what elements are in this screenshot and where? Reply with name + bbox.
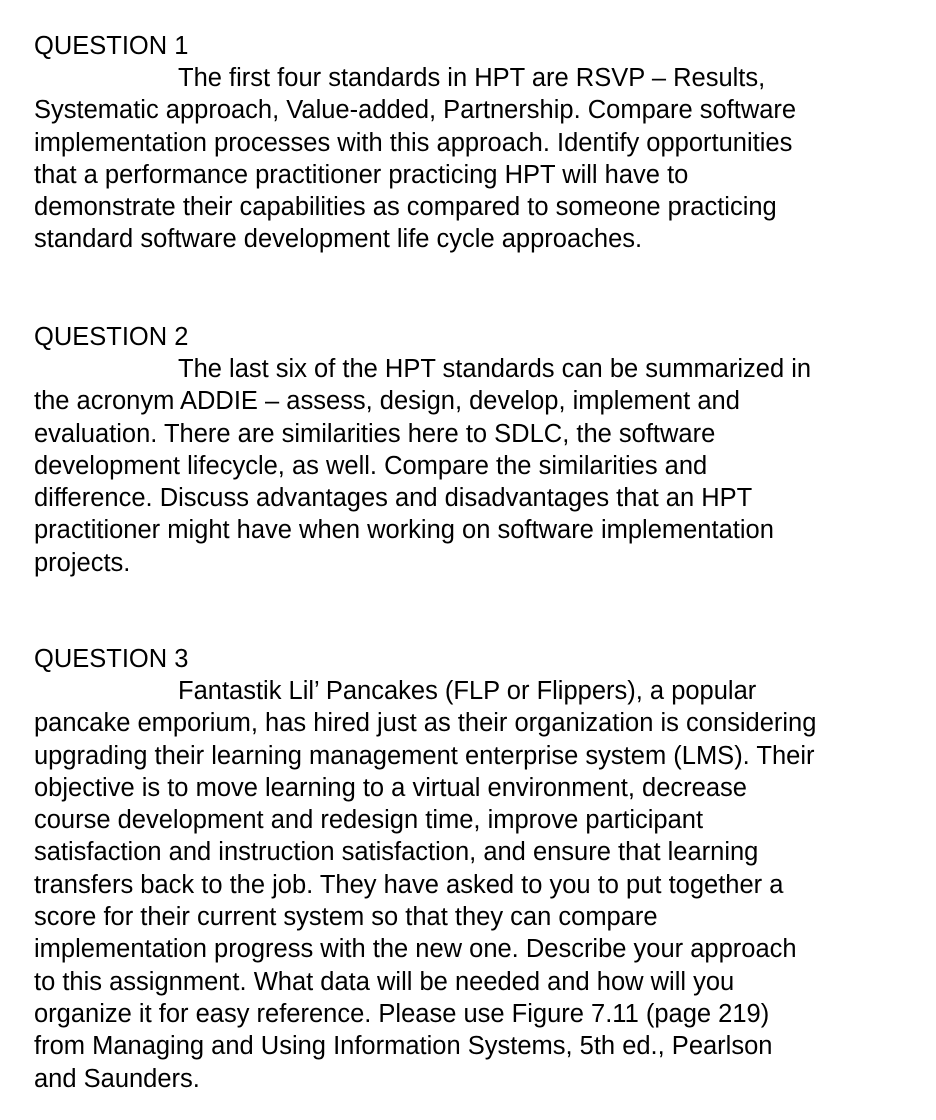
question-heading: QUESTION 1 [34,32,189,60]
question-text-line: implementation progress with the new one. Describe your approach [34,935,797,964]
question-text-line: development lifecycle, as well. Compare the similarities and [34,451,708,480]
question-text-line: transfers back to the job. They have asked to you to put together a [34,870,784,899]
question-text-line: Systematic approach, Value-added, Partnership. Compare software [34,96,797,125]
question-text-line: difference. Discuss advantages and disadvantages that an HPT [34,484,753,513]
question-3 [34,643,898,1095]
question-2 [34,321,898,579]
question-text [34,353,898,579]
question-text-line: to this assignment. What data will be needed and how will you [34,967,735,996]
question-text-line: projects. [34,548,131,577]
question-text-line: standard software development life cycle approaches. [34,225,643,254]
question-text-line: that a performance practitioner practicing HPT will have to [34,160,689,189]
question-heading: QUESTION 3 [34,645,189,673]
question-text [34,62,898,256]
question-heading: QUESTION 2 [34,323,189,351]
question-text-line: satisfaction and instruction satisfaction, and ensure that learning [34,838,759,867]
question-text-line: objective is to move learning to a virtual environment, decrease [34,773,747,802]
question-text-line: score for their current system so that they can compare [34,903,658,932]
question-text-line: practitioner might have when working on software implementation [34,516,774,545]
question-1 [34,30,898,256]
question-text-line: demonstrate their capabilities as compared to someone practicing [34,193,777,222]
question-text-line: The last six of the HPT standards can be summarized in [178,355,812,383]
question-text-line: The first four standards in HPT are RSVP – Results, [178,64,766,92]
question-text-line: upgrading their learning management enterprise system (LMS). Their [34,741,815,770]
question-text-line: and Saunders. [34,1064,200,1093]
question-text [34,675,898,1095]
question-text-line: from Managing and Using Information Systems, 5th ed., Pearlson [34,1032,773,1061]
question-text-line: implementation processes with this approach. Identify opportunities [34,128,793,157]
question-text-line: evaluation. There are similarities here to SDLC, the software [34,419,716,448]
question-text-line: the acronym ADDIE – assess, design, develop, implement and [34,387,740,416]
question-text-line: course development and redesign time, improve participant [34,806,704,835]
question-text-line: pancake emporium, has hired just as their organization is considering [34,709,817,738]
question-text-line: organize it for easy reference. Please use Figure 7.11 (page 219) [34,999,770,1028]
question-text-line: Fantastik Lil’ Pancakes (FLP or Flippers), a popular [178,677,757,705]
